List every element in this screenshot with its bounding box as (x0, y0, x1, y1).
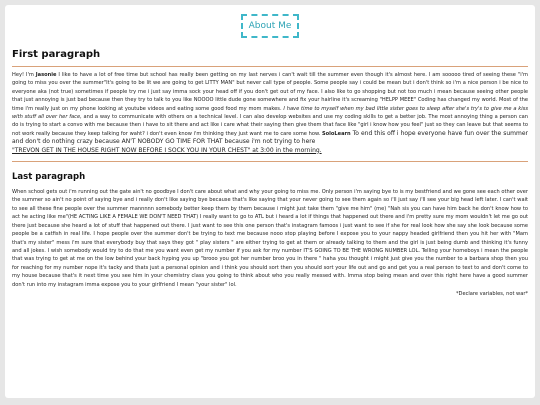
first-paragraph-text (12, 71, 528, 155)
first-text-4: To end this off i hope everyone have fun over the summer and don't do nothing crazy because AN'T NOBODY GO TIME FOR THAT because i'm not trying to here (12, 129, 528, 146)
first-italic-text: I have time to myself when my bad little sister goes to sleep after she's try's to give me a kiss with stuff all over her face, (12, 105, 528, 121)
divider-top (12, 66, 528, 67)
page-card (5, 5, 535, 398)
first-text-2: I like to have a lot of free time but school has really been getting on my last nerves i can't wait till the summer even though it's almost here. I am sooooo tired of seeing these "i'm going to miss you over the summer"It's going to be lit we are going to get LITTY MAN" but never call type of people. Some people say i could be mean but i don't think so i'm a nice person i be nice to everyone aka (not true) sometimes if people try me i just say imma sock your head off if you don't get out of my face. I also like to go shopping but not too much i mean because seeing other people that just annoying is just bad because then they try to talk to you like NOOOO little dude gone somewhere and fix your hairline it's screaming "HELPP MEEE" Coding has changed my world. Most of the time i'm really just on my phone looking at youtube videos and eating some good food my mom makes. (12, 72, 528, 112)
last-section (5, 166, 535, 289)
last-paragraph-text: When school gets out i'm running out the gate ain't no goodbye I don't care about what and why your going to miss me. Only person i'm saying bye to is my bestfriend and we gone see each other over the summer so ain't no point of saying bye and i really don't like saying bye because that's like saying that your never going to see them again so i'll just say i'll see your big head left later. I can't wait to see all these fine people over the summer mannnnn somebody better keep them by them because i might just take them "give me him" (me) "Nah sis you can have him back he don't know how to act he acting like me"(HE ACTING LIKE A FEMALE WE DON'T NEED THAT) I really want to go to ATL but i heard a lot if things that happened out there and i'm pretty sure my mom wouldn't let me go out there just because she heard a lot of stuff that happened out there. I just want to see this one person that's instagram famoos i just want to see if she for real look how she say she look because some people be a catfish in real life. I hope people over the summer don't be trying to text me because nooo stop playing before I expose you to your nappy headed girlfriend then you hit her with "Mam that's my sister" mess i'm sure that everybody buy that says they got " play sisters " are either trying to get at them or already talking to them and the girl is just being dumb and thinking it's funny and all jokes. I wish somebody would try to do that me you want even get my number if you ask for my number IT'S GOING TO BE THE WRONG NUMBER LOL. Telling your homeboys i mean the people that was trying to get at me on the low behind your back hyping you up "brooo you got her number broo you in there " haha you thought i might just give you the number to a barbara shop then you for reaching for my number nope it's tacky and thats just a personal opinion and i think you should sort then you should sort your life out and go and get you a real person to text to and don't come to my house because that's it next time you see him in your chemistry class you going to think about who you really messed with. Imma stop being mean and over this right here have a good summer don't run into my instagram imma expose you to your girlfriend I mean "your sister" lol. (12, 189, 528, 288)
last-paragraph-title: Last paragraph (12, 172, 86, 183)
first-section (5, 40, 535, 60)
first-body (5, 71, 535, 155)
about-me-button[interactable]: About Me (241, 14, 300, 38)
first-underline-text: "TREVON GET IN THE HOUSE RIGHT NOW BEFORE I SOCK YOU IN YOUR CHEST" at 3:00 in the morning. (12, 146, 322, 154)
footer-quote: *Declare variables, not war* (455, 290, 528, 297)
sololearn-brand: SoloLearn (321, 130, 351, 137)
author-name: Jasonie (35, 72, 57, 78)
first-text-3: and a way to communicate with others on a technical level. I can also develop websites and use my coding skills to get a better job. The most annoying thing a person can do is trying to start a convo with me because then i have to sit there and act like i care what their saying then give them that face like "girl i know how you feel" just so they can leave but that seems to not work really because they keep talking for waht? i don't even know i'm thinking they just want me to care some how. (12, 114, 528, 137)
first-text-1: Hey! I'm (12, 72, 36, 78)
about-row (5, 5, 535, 40)
first-paragraph-title: First paragraph (12, 49, 101, 60)
divider-bottom (12, 161, 528, 162)
